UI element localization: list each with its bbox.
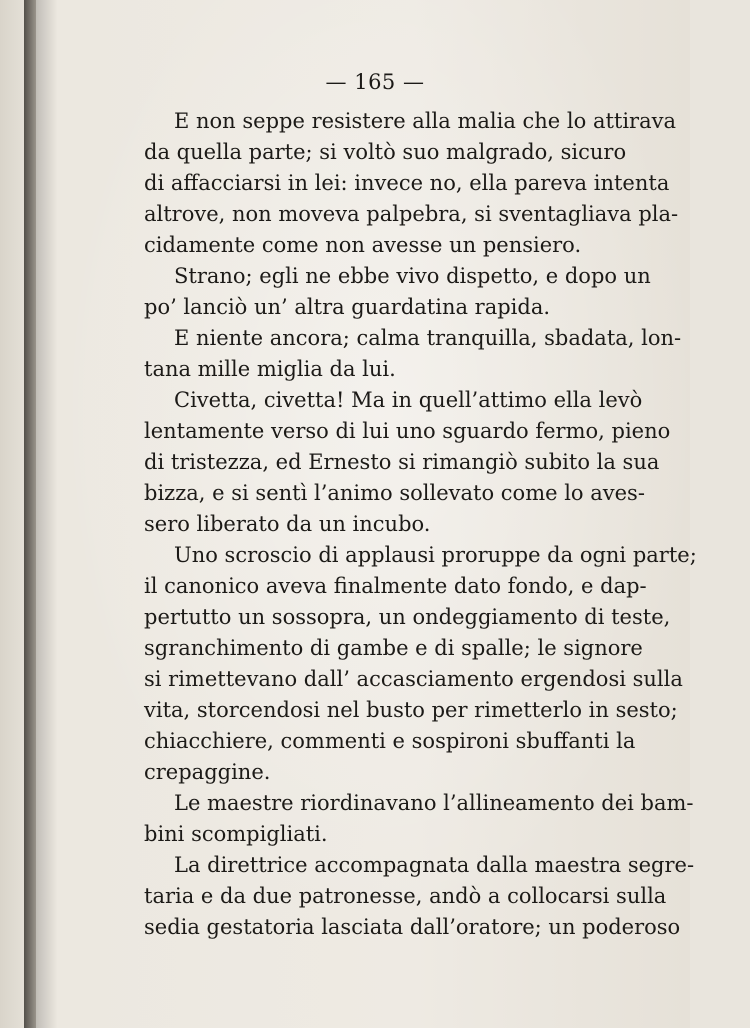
text-line: sgranchimento di gambe e di spalle; le signore [144,636,643,660]
text-line: sedia gestatoria lasciata dall’oratore; un poderoso [144,915,681,939]
text-line: po’ lanciò un’ altra guardatina rapida. [144,295,551,319]
text-line: chiacchiere, commenti e sospironi sbuffanti la [144,729,636,753]
text-line: da quella parte; si voltò suo malgrado, sicuro [144,140,627,164]
text-line: di affacciarsi in lei: invece no, ella pareva intenta [144,171,670,195]
text-line: si rimettevano dall’ accasciamento ergendosi sulla [144,667,683,691]
text-line: lentamente verso di lui uno sguardo fermo, pieno [144,419,671,443]
text-line: bini scompigliati. [144,822,328,846]
text-line: E niente ancora; calma tranquilla, sbadata, lon- [174,326,682,350]
text-line: La direttrice accompagnata dalla maestra segre- [174,853,695,877]
text-line: pertutto un sossopra, un ondeggiamento di teste, [144,605,671,629]
text-line: cidamente come non avesse un pensiero. [144,233,582,257]
text-line: Strano; egli ne ebbe vivo dispetto, e dopo un [174,264,651,288]
page-number: — 165 — [325,70,425,94]
text-line: di tristezza, ed Ernesto si rimangiò subito la sua [144,450,660,474]
gutter-shadow [36,0,58,1028]
text-line: Uno scroscio di applausi proruppe da ogni parte; [174,543,697,567]
text-line: vita, storcendosi nel busto per rimetterlo in sesto; [144,698,678,722]
text-line: Le maestre riordinavano l’allineamento dei bam- [174,791,694,815]
text-line: bizza, e si sentì l’animo sollevato come lo aves- [144,481,645,505]
body-text [144,106,697,943]
text-line: sero liberato da un incubo. [144,512,431,536]
text-line: tana mille miglia da lui. [144,357,396,381]
text-line: E non seppe resistere alla malia che lo attirava [174,109,677,133]
text-line: crepaggine. [144,760,271,784]
text-line: Civetta, civetta! Ma in quell’attimo ella levò [174,388,643,412]
binding-gutter [24,0,36,1028]
text-line: altrove, non moveva palpebra, si sventagliava pla- [144,202,679,226]
text-line: il canonico aveva finalmente dato fondo, e dap- [144,574,647,598]
text-line: taria e da due patronesse, andò a collocarsi sulla [144,884,667,908]
